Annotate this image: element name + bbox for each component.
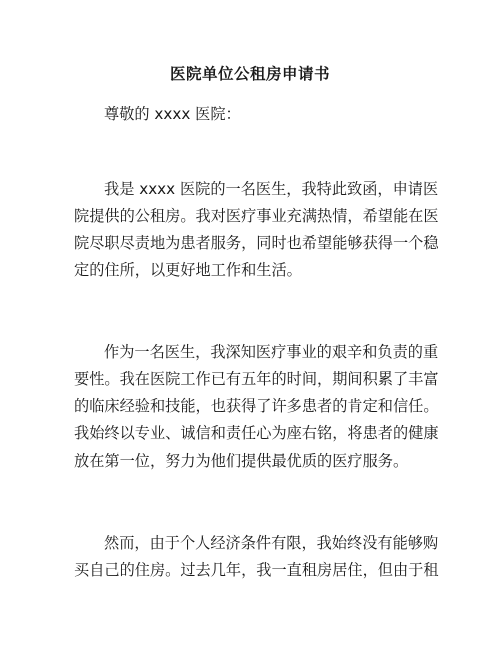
paragraph-line: 的临床经验和技能，也获得了许多患者的肯定和信任。 bbox=[74, 397, 439, 415]
paragraph-line: 买自己的住房。过去几年，我一直租房居住，但由于租 bbox=[74, 561, 439, 579]
paragraph-line: 要性。我在医院工作已有五年的时间，期间积累了丰富 bbox=[74, 370, 439, 388]
salutation: 尊敬的 xxxx 医院： bbox=[104, 105, 241, 123]
paragraph-line: 院提供的公租房。我对医疗事业充满热情，希望能在医 bbox=[74, 207, 439, 225]
paragraph-line: 放在第一位，努力为他们提供最优质的医疗服务。 bbox=[74, 452, 409, 470]
paragraph-line: 然而，由于个人经济条件有限，我始终没有能够购 bbox=[104, 534, 439, 552]
paragraph-line: 我是 xxxx 医院的一名医生，我特此致函，申请医 bbox=[104, 180, 439, 198]
paragraph-line: 作为一名医生，我深知医疗事业的艰辛和负责的重 bbox=[104, 343, 439, 361]
document-title: 医院单位公租房申请书 bbox=[169, 65, 330, 83]
paragraph-line: 定的住所，以更好地工作和生活。 bbox=[74, 261, 302, 279]
paragraph-line: 我始终以专业、诚信和责任心为座右铭，将患者的健康 bbox=[74, 424, 439, 442]
paragraph-line: 院尽职尽责地为患者服务，同时也希望能够获得一个稳 bbox=[74, 234, 439, 252]
